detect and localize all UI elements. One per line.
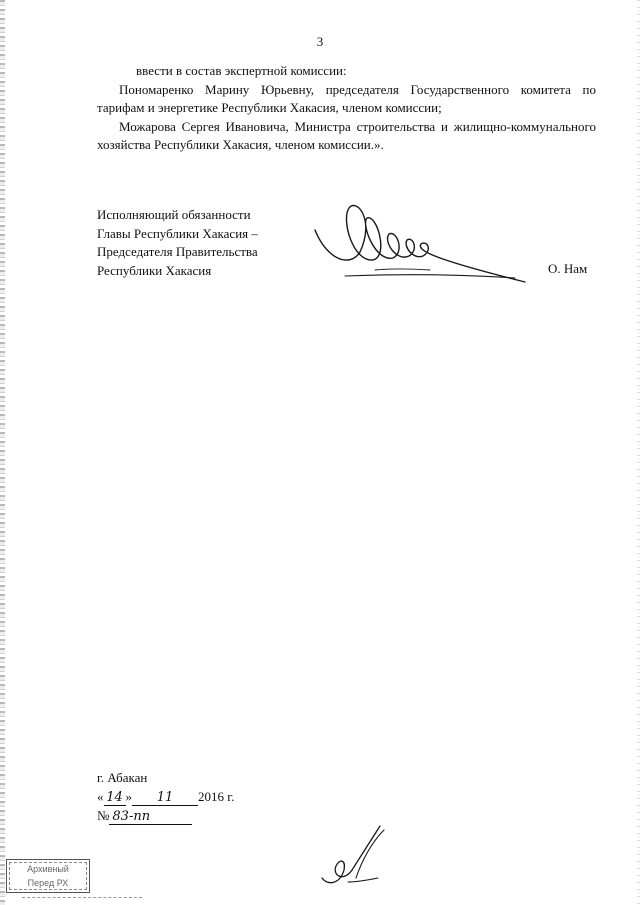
signer-title-line: Исполняющий обязанности <box>97 207 251 222</box>
body-line-intro: ввести в состав экспертной комиссии: <box>136 63 347 78</box>
archive-stamp <box>6 859 90 893</box>
document-number <box>97 806 317 825</box>
signer-title-line: Председателя Правительства <box>97 244 258 259</box>
signer-name: О. Нам <box>548 261 588 276</box>
scan-edge-artifact <box>0 0 5 905</box>
document-place-date-block <box>97 768 317 825</box>
date-open-quote: « <box>97 789 104 804</box>
document-body <box>97 62 596 155</box>
signer-title-line: Главы Республики Хакасия – <box>97 225 258 241</box>
document-date <box>97 787 317 806</box>
number-sign: № <box>97 808 110 823</box>
document-city: г. Абакан <box>97 770 148 785</box>
page-number: 3 <box>316 34 324 49</box>
signer-title-block <box>97 206 327 280</box>
date-day-handwritten: 14 <box>104 790 126 806</box>
handwritten-initials <box>318 820 398 898</box>
date-year: 2016 г. <box>198 789 235 804</box>
scan-bottom-artifact <box>22 897 142 900</box>
body-paragraph-mozharov: Можарова Сергея Ивановича, Министра строительства и жилищно-коммунального хозяйства Республики Хакасия, членом комиссии.». <box>97 118 596 152</box>
handwritten-signature <box>305 190 535 290</box>
signer-title-line: Республики Хакасия <box>97 262 212 278</box>
date-month-handwritten: 11 <box>132 790 198 806</box>
document-number-handwritten: 83-пп <box>109 809 192 825</box>
stamp-line: Архивный <box>27 864 69 874</box>
date-close-quote: » <box>125 789 132 804</box>
body-paragraph-ponomarenko: Пономаренко Марину Юрьевну, председателя Государственного комитета по тарифам и энергетике Республики Хакасия, членом комиссии; <box>97 81 596 115</box>
stamp-line: Перед РХ <box>27 878 69 888</box>
